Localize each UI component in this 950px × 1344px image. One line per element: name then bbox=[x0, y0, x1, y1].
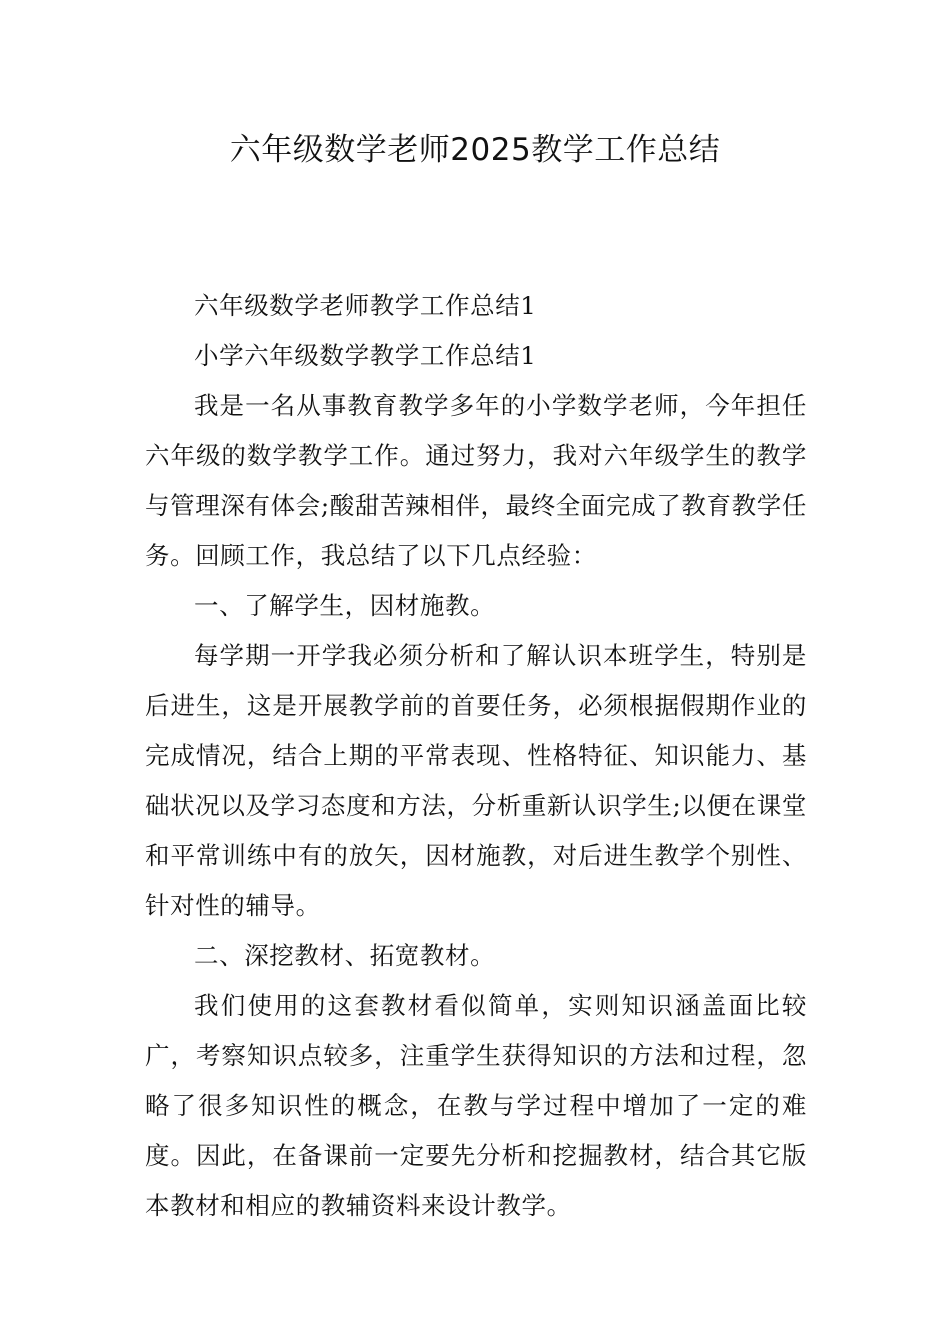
body-paragraph: 每学期一开学我必须分析和了解认识本班学生，特别是后进生，这是开展教学前的首要任务，必须根据假期作业的完成情况，结合上期的平常表现、性格特征、知识能力、基础状况以及学习态度和方法，分析重新认识学生;以便在课堂和平常训练中有的放矢，因材施教，对后进生教学个别性、针对性的辅导。 bbox=[145, 641, 807, 920]
document-body bbox=[145, 281, 807, 1231]
subtitle-paragraph: 小学六年级数学教学工作总结1 bbox=[194, 341, 537, 370]
section-heading: 一、了解学生，因材施教。 bbox=[194, 591, 496, 620]
section-heading: 二、深挖教材、拓宽教材。 bbox=[194, 941, 496, 970]
document-title: 六年级数学老师2025教学工作总结 bbox=[229, 132, 721, 168]
body-paragraph: 我是一名从事教育教学多年的小学数学老师，今年担任六年级的数学教学工作。通过努力，我对六年级学生的教学与管理深有体会;酸甜苦辣相伴，最终全面完成了教育教学任务。回顾工作，我总结了以下几点经验： bbox=[145, 391, 807, 570]
body-paragraph: 我们使用的这套教材看似简单，实则知识涵盖面比较广，考察知识点较多，注重学生获得知识的方法和过程，忽略了很多知识性的概念，在教与学过程中增加了一定的难度。因此，在备课前一定要先分析和挖掘教材，结合其它版本教材和相应的教辅资料来设计教学。 bbox=[145, 991, 807, 1220]
subtitle-paragraph: 六年级数学老师教学工作总结1 bbox=[194, 291, 537, 320]
